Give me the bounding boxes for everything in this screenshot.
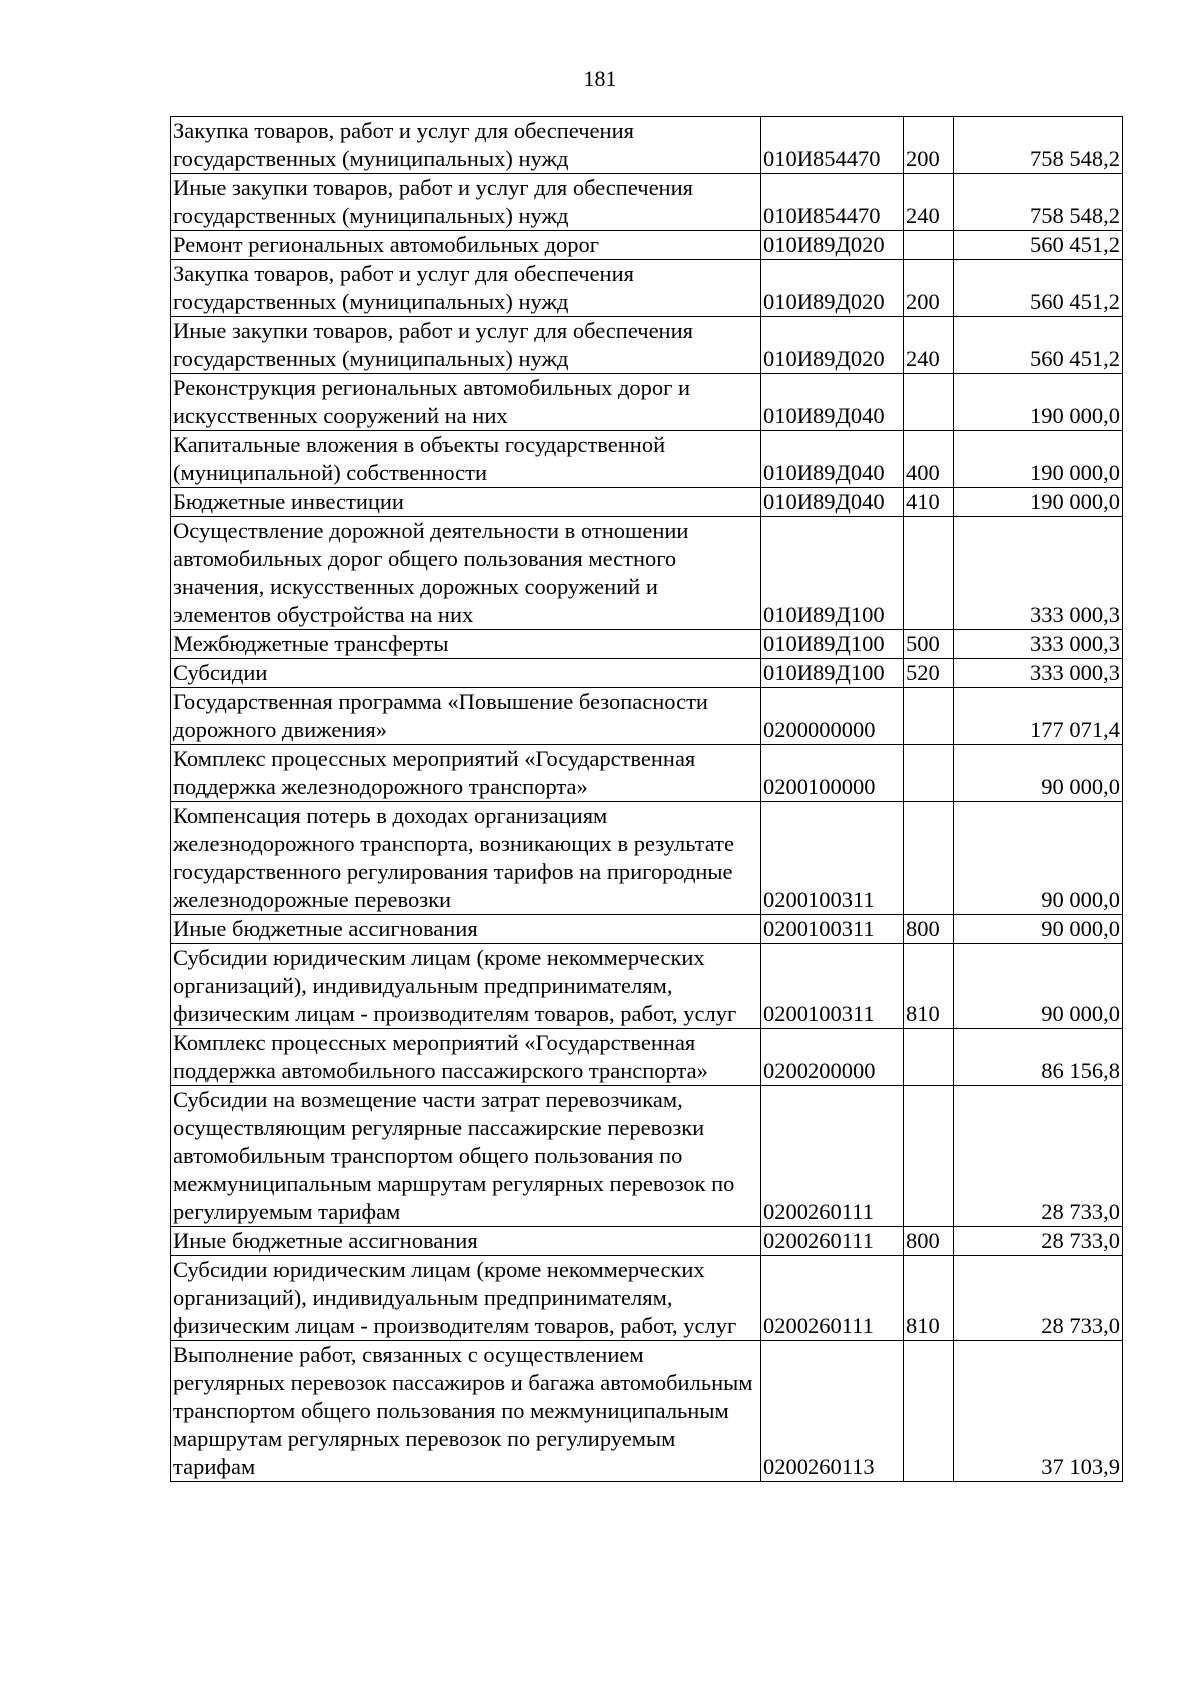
page-number: 181 <box>583 66 617 91</box>
row-name-cell: Реконструкция региональных автомобильных дорог и искусственных сооружений на них <box>171 374 761 431</box>
row-type-cell: 240 <box>904 317 954 374</box>
row-type-cell: 800 <box>904 915 954 944</box>
row-code-cell: 0200200000 <box>761 1029 904 1086</box>
row-name-cell: Межбюджетные трансферты <box>171 630 761 659</box>
row-name-cell: Закупка товаров, работ и услуг для обеспечения государственных (муниципальных) нужд <box>171 260 761 317</box>
row-type-cell: 520 <box>904 659 954 688</box>
table-row <box>171 231 1123 260</box>
row-name-cell: Компенсация потерь в доходах организациям железнодорожного транспорта, возникающих в результате государственного регулирования тарифов на пригородные железнодорожные перевозки <box>171 802 761 915</box>
row-type-cell: 410 <box>904 488 954 517</box>
table-row <box>171 1256 1123 1341</box>
row-code-cell: 010И854470 <box>761 174 904 231</box>
row-code-cell: 010И89Д020 <box>761 231 904 260</box>
row-code-cell: 0200260111 <box>761 1086 904 1227</box>
row-amount-cell: 90 000,0 <box>954 944 1123 1029</box>
row-code-cell: 010И89Д020 <box>761 260 904 317</box>
table-row <box>171 260 1123 317</box>
row-code-cell: 010И89Д100 <box>761 517 904 630</box>
row-amount-cell: 177 071,4 <box>954 688 1123 745</box>
row-amount-cell: 560 451,2 <box>954 231 1123 260</box>
row-code-cell: 0200100311 <box>761 944 904 1029</box>
row-type-cell: 800 <box>904 1227 954 1256</box>
row-type-cell: 810 <box>904 944 954 1029</box>
row-amount-cell: 28 733,0 <box>954 1256 1123 1341</box>
row-type-cell <box>904 802 954 915</box>
row-type-cell <box>904 1341 954 1482</box>
table-row <box>171 688 1123 745</box>
row-type-cell: 400 <box>904 431 954 488</box>
row-code-cell: 0200100000 <box>761 745 904 802</box>
row-amount-cell: 190 000,0 <box>954 431 1123 488</box>
row-amount-cell: 758 548,2 <box>954 174 1123 231</box>
row-name-cell: Субсидии юридическим лицам (кроме некоммерческих организаций), индивидуальным предпринимателям, физическим лицам - производителям товаров, работ, услуг <box>171 1256 761 1341</box>
row-name-cell: Бюджетные инвестиции <box>171 488 761 517</box>
row-name-cell: Иные закупки товаров, работ и услуг для обеспечения государственных (муниципальных) нужд <box>171 174 761 231</box>
table-row <box>171 317 1123 374</box>
row-amount-cell: 190 000,0 <box>954 488 1123 517</box>
row-code-cell: 0200260111 <box>761 1227 904 1256</box>
row-code-cell: 010И89Д100 <box>761 630 904 659</box>
table-row <box>171 915 1123 944</box>
budget-table-body <box>171 117 1123 1482</box>
table-row <box>171 1029 1123 1086</box>
table-row <box>171 1086 1123 1227</box>
row-name-cell: Государственная программа «Повышение безопасности дорожного движения» <box>171 688 761 745</box>
row-code-cell: 0200000000 <box>761 688 904 745</box>
row-type-cell <box>904 517 954 630</box>
row-name-cell: Субсидии юридическим лицам (кроме некоммерческих организаций), индивидуальным предпринимателям, физическим лицам - производителям товаров, работ, услуг <box>171 944 761 1029</box>
row-name-cell: Комплекс процессных мероприятий «Государственная поддержка железнодорожного транспорта» <box>171 745 761 802</box>
table-row <box>171 374 1123 431</box>
budget-table <box>170 116 1123 1482</box>
row-type-cell <box>904 745 954 802</box>
row-name-cell: Комплекс процессных мероприятий «Государственная поддержка автомобильного пассажирского транспорта» <box>171 1029 761 1086</box>
row-amount-cell: 37 103,9 <box>954 1341 1123 1482</box>
row-amount-cell: 28 733,0 <box>954 1086 1123 1227</box>
row-name-cell: Капитальные вложения в объекты государственной (муниципальной) собственности <box>171 431 761 488</box>
table-row <box>171 431 1123 488</box>
row-name-cell: Ремонт региональных автомобильных дорог <box>171 231 761 260</box>
row-name-cell: Иные бюджетные ассигнования <box>171 915 761 944</box>
row-amount-cell: 28 733,0 <box>954 1227 1123 1256</box>
table-row <box>171 802 1123 915</box>
row-code-cell: 010И854470 <box>761 117 904 174</box>
row-name-cell: Закупка товаров, работ и услуг для обеспечения государственных (муниципальных) нужд <box>171 117 761 174</box>
table-row <box>171 117 1123 174</box>
row-amount-cell: 90 000,0 <box>954 915 1123 944</box>
row-code-cell: 0200100311 <box>761 915 904 944</box>
row-code-cell: 010И89Д040 <box>761 488 904 517</box>
row-code-cell: 0200260113 <box>761 1341 904 1482</box>
row-type-cell: 810 <box>904 1256 954 1341</box>
table-row <box>171 659 1123 688</box>
row-type-cell <box>904 374 954 431</box>
row-code-cell: 010И89Д040 <box>761 431 904 488</box>
row-name-cell: Осуществление дорожной деятельности в отношении автомобильных дорог общего пользования местного значения, искусственных дорожных сооружений и элементов обустройства на них <box>171 517 761 630</box>
row-code-cell: 010И89Д020 <box>761 317 904 374</box>
row-amount-cell: 560 451,2 <box>954 317 1123 374</box>
table-row <box>171 517 1123 630</box>
row-amount-cell: 333 000,3 <box>954 659 1123 688</box>
table-row <box>171 488 1123 517</box>
row-code-cell: 0200260111 <box>761 1256 904 1341</box>
row-type-cell: 200 <box>904 117 954 174</box>
row-type-cell: 200 <box>904 260 954 317</box>
table-row <box>171 1341 1123 1482</box>
row-amount-cell: 758 548,2 <box>954 117 1123 174</box>
row-code-cell: 0200100311 <box>761 802 904 915</box>
row-type-cell <box>904 231 954 260</box>
row-type-cell <box>904 1086 954 1227</box>
row-amount-cell: 560 451,2 <box>954 260 1123 317</box>
row-type-cell: 500 <box>904 630 954 659</box>
row-amount-cell: 86 156,8 <box>954 1029 1123 1086</box>
row-name-cell: Субсидии <box>171 659 761 688</box>
row-amount-cell: 90 000,0 <box>954 802 1123 915</box>
table-row <box>171 745 1123 802</box>
row-name-cell: Субсидии на возмещение части затрат перевозчикам, осуществляющим регулярные пассажирские перевозки автомобильным транспортом общего пользования по межмуниципальным маршрутам регулярных перевозок по регулируемым тарифам <box>171 1086 761 1227</box>
row-amount-cell: 190 000,0 <box>954 374 1123 431</box>
row-name-cell: Иные бюджетные ассигнования <box>171 1227 761 1256</box>
row-code-cell: 010И89Д100 <box>761 659 904 688</box>
row-type-cell: 240 <box>904 174 954 231</box>
table-row <box>171 630 1123 659</box>
table-row <box>171 174 1123 231</box>
row-name-cell: Выполнение работ, связанных с осуществлением регулярных перевозок пассажиров и багажа автомобильным транспортом общего пользования по межмуниципальным маршрутам регулярных перевозок по регулируемым тарифам <box>171 1341 761 1482</box>
row-name-cell: Иные закупки товаров, работ и услуг для обеспечения государственных (муниципальных) нужд <box>171 317 761 374</box>
table-row <box>171 1227 1123 1256</box>
row-amount-cell: 90 000,0 <box>954 745 1123 802</box>
row-type-cell <box>904 688 954 745</box>
table-row <box>171 944 1123 1029</box>
row-type-cell <box>904 1029 954 1086</box>
row-code-cell: 010И89Д040 <box>761 374 904 431</box>
row-amount-cell: 333 000,3 <box>954 517 1123 630</box>
row-amount-cell: 333 000,3 <box>954 630 1123 659</box>
